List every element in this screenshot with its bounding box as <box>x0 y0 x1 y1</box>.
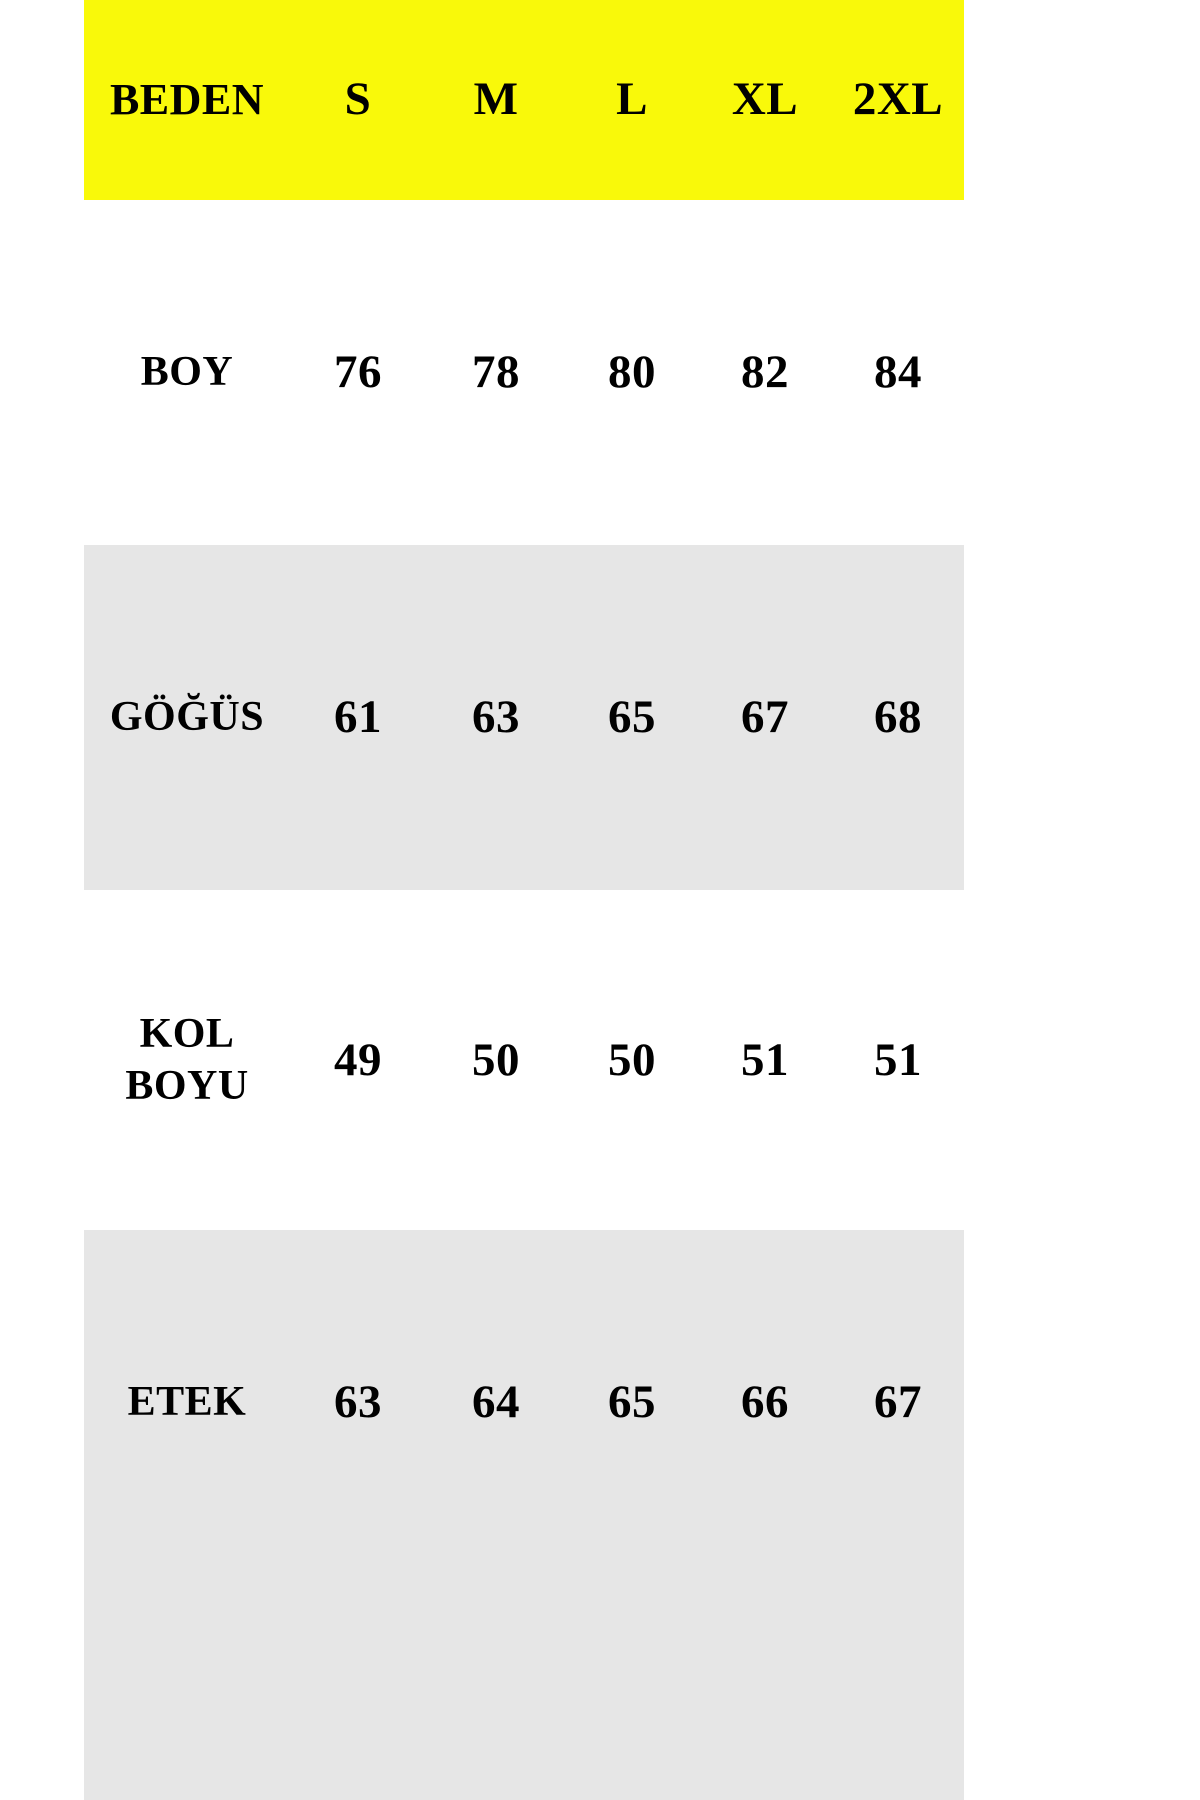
cell-gogus-s: 61 <box>290 545 426 890</box>
cell-kol-boyu-2xl: 51 <box>832 890 964 1230</box>
cell-boy-2xl: 84 <box>832 200 964 545</box>
cell-kol-boyu-xl: 51 <box>698 890 832 1230</box>
header-cell-2xl: 2XL <box>832 0 964 200</box>
cell-gogus-2xl: 68 <box>832 545 964 890</box>
table-row <box>84 200 964 545</box>
cell-boy-l: 80 <box>566 200 698 545</box>
header-cell-m: M <box>426 0 566 200</box>
cell-boy-xl: 82 <box>698 200 832 545</box>
header-cell-beden: BEDEN <box>84 0 290 200</box>
cell-etek-l: 65 <box>566 1230 698 1575</box>
row-label-boy: BOY <box>84 200 290 545</box>
size-chart-table <box>84 0 964 1575</box>
row-label-kol-boyu-line1: KOL <box>139 1010 235 1057</box>
cell-gogus-l: 65 <box>566 545 698 890</box>
cell-boy-s: 76 <box>290 200 426 545</box>
cell-gogus-m: 63 <box>426 545 566 890</box>
row-label-gogus: GÖĞÜS <box>84 545 290 890</box>
table-row <box>84 890 964 1230</box>
cell-etek-s: 63 <box>290 1230 426 1575</box>
table-header-row <box>84 0 964 200</box>
cell-etek-2xl: 67 <box>832 1230 964 1575</box>
cell-etek-m: 64 <box>426 1230 566 1575</box>
header-cell-xl: XL <box>698 0 832 200</box>
cell-boy-m: 78 <box>426 200 566 545</box>
cell-etek-xl: 66 <box>698 1230 832 1575</box>
right-margin <box>964 0 1200 1800</box>
cell-kol-boyu-l: 50 <box>566 890 698 1230</box>
left-margin <box>0 0 84 1800</box>
cell-kol-boyu-m: 50 <box>426 890 566 1230</box>
cell-kol-boyu-s: 49 <box>290 890 426 1230</box>
table-bottom-fill <box>84 1575 964 1800</box>
row-label-kol-boyu-line2: BOYU <box>125 1063 249 1109</box>
header-cell-l: L <box>566 0 698 200</box>
table-row <box>84 1230 964 1575</box>
cell-gogus-xl: 67 <box>698 545 832 890</box>
header-cell-s: S <box>290 0 426 200</box>
row-label-kol-boyu <box>84 890 290 1230</box>
table-row <box>84 545 964 890</box>
size-chart-container <box>84 0 964 1575</box>
row-label-etek: ETEK <box>84 1230 290 1575</box>
